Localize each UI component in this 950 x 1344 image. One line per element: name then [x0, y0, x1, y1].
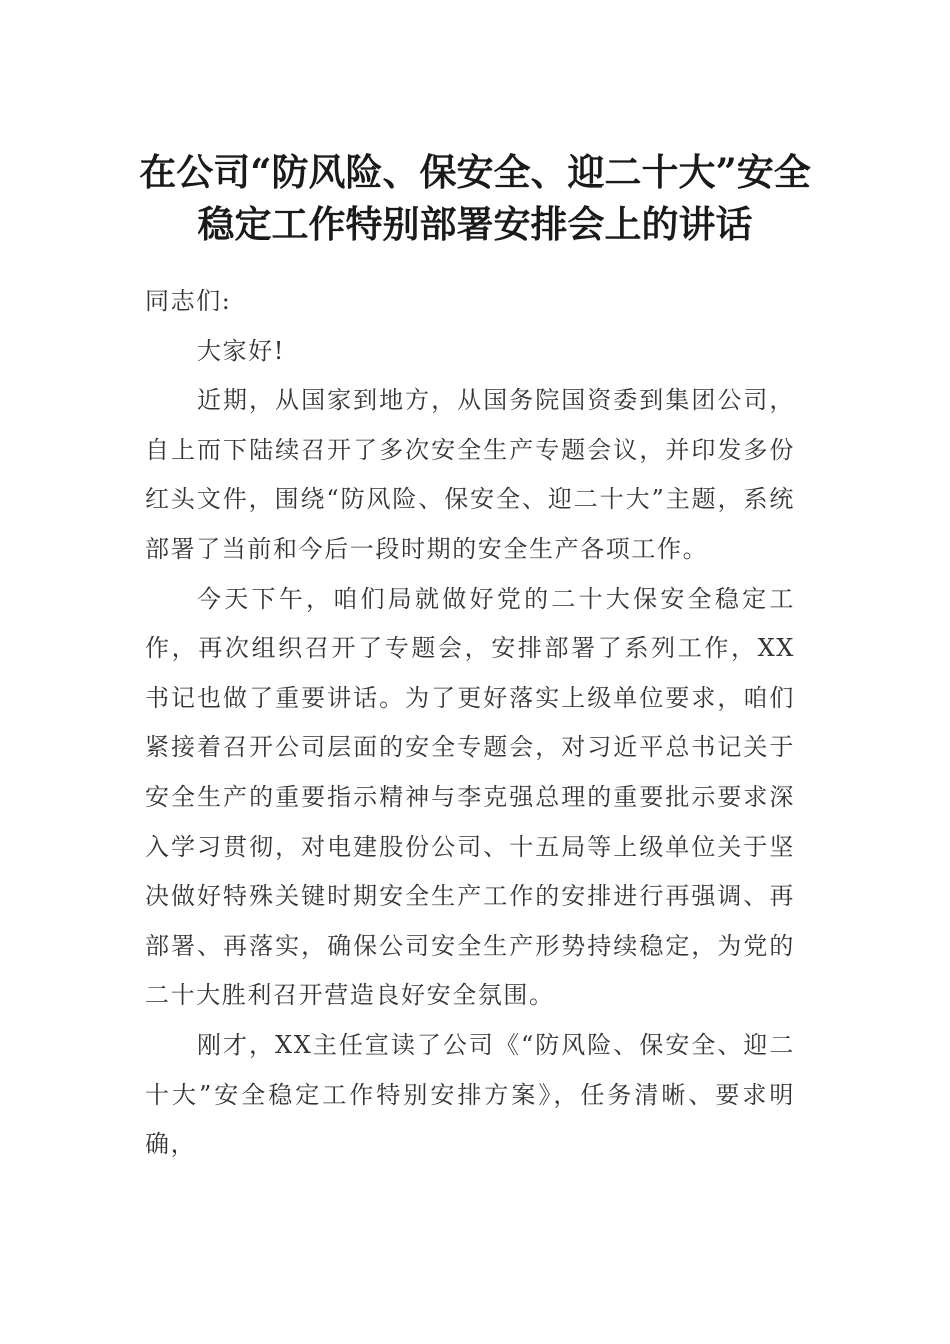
salutation: 同志们:: [145, 287, 232, 315]
title-line-1: 在公司“防风险、保安全、迎二十大”安全: [139, 150, 811, 194]
document-title: [130, 146, 820, 250]
paragraph-2: 今天下午，咱们局就做好党的二十大保安全稳定工作，再次组织召开了专题会，安排部署了系列工作，XX书记也做了重要讲话。为了更好落实上级单位要求，咱们紧接着召开公司层面的安全专题会，对习近平总书记关于安全生产的重要指示精神与李克强总理的重要批示要求深入学习贯彻，对电建股份公司、十五局等上级单位关于坚决做好特殊关键时期安全生产工作的安排进行再强调、再部署、再落实，确保公司安全生产形势持续稳定，为党的二十大胜利召开营造良好安全氛围。: [145, 584, 795, 1010]
paragraph-greeting: 大家好!: [197, 336, 286, 365]
title-line-2: 稳定工作特别部署安排会上的讲话: [197, 202, 753, 246]
paragraph-1: 近期，从国家到地方，从国务院国资委到集团公司，自上而下陆续召开了多次安全生产专题会议，并印发多份红头文件，围绕“防风险、保安全、迎二十大”主题，系统部署了当前和今后一段时期的安全生产各项工作。: [145, 386, 795, 563]
document-body: [145, 277, 795, 1170]
paragraph-3: 刚才，XX主任宣读了公司《“防风险、保安全、迎二十大”安全稳定工作特别安排方案》，任务清晰、要求明确，: [145, 1030, 795, 1159]
